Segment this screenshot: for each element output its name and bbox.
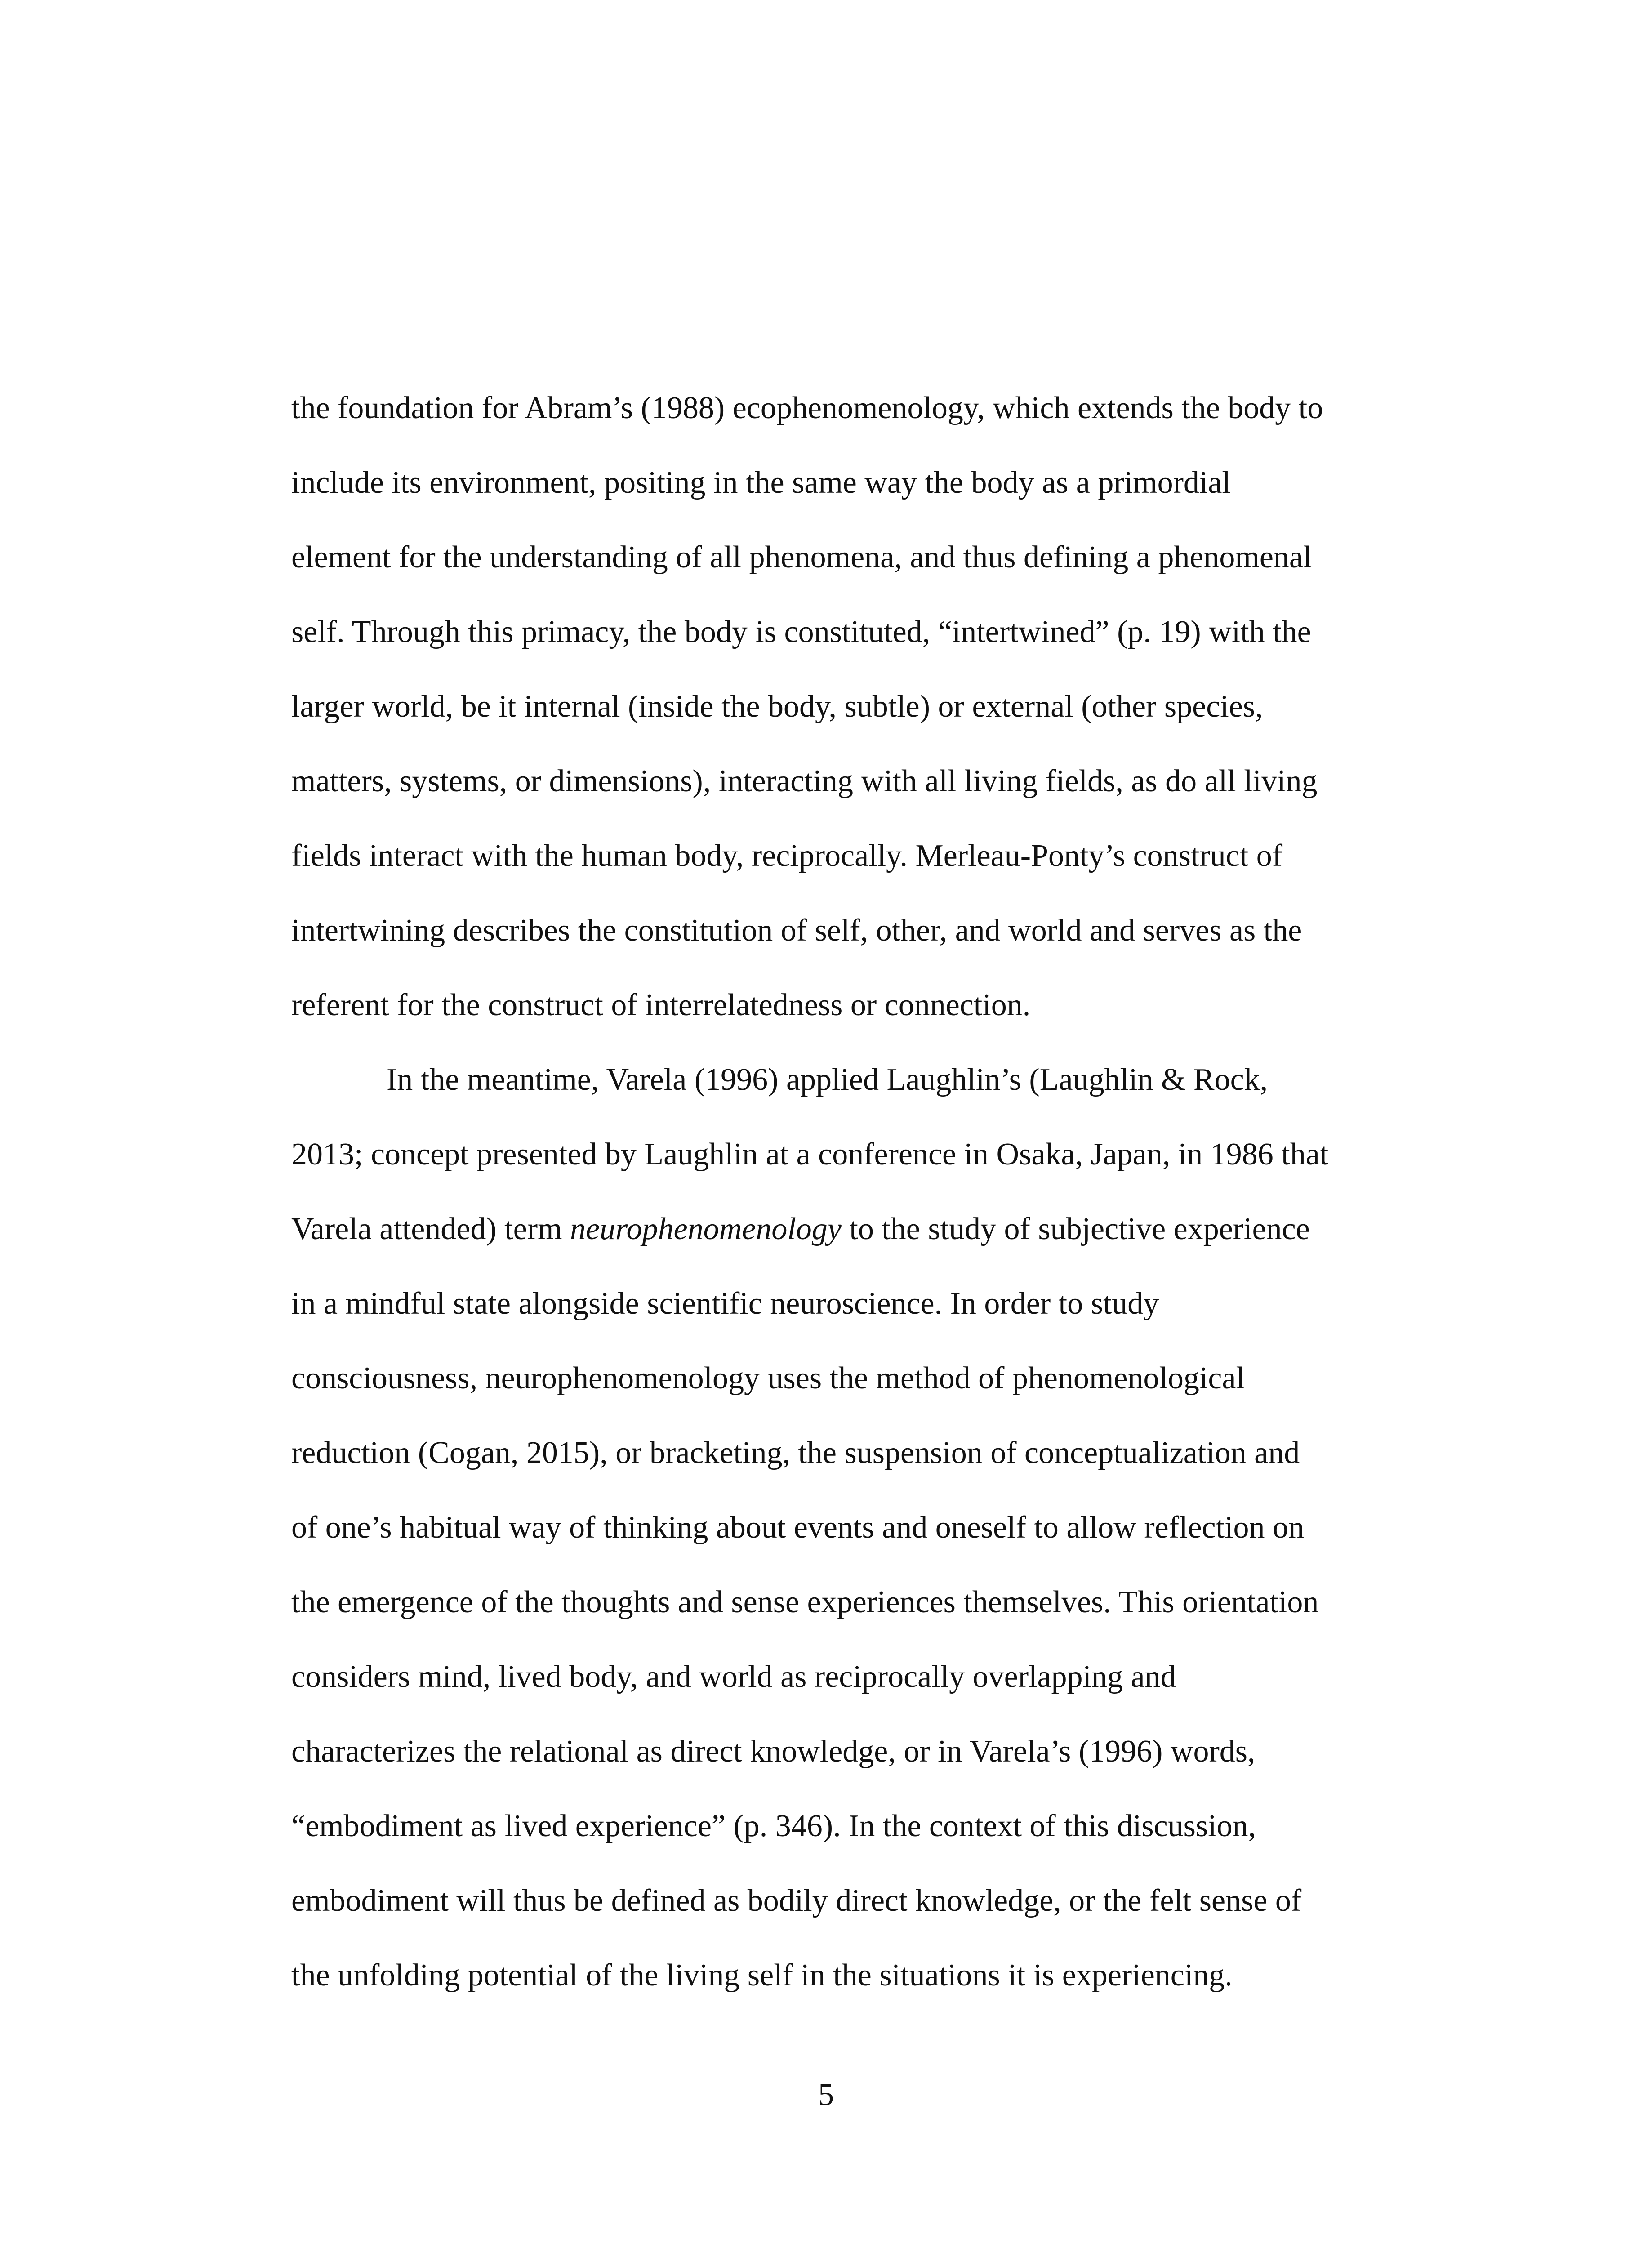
paragraph-2-line: of one’s habitual way of thinking about events and oneself to allow reflection on xyxy=(291,1510,1305,1545)
paragraph-2-line: in a mindful state alongside scientific neuroscience. In order to study xyxy=(291,1286,1159,1321)
paragraph-1-line: referent for the construct of interrelatedness or connection. xyxy=(291,988,1031,1022)
paragraph-2-line: the unfolding potential of the living self in the situations it is experiencing. xyxy=(291,1958,1233,1993)
paragraph-1-line: matters, systems, or dimensions), interacting with all living fields, as do all living xyxy=(291,764,1318,798)
paragraph-1-line: the foundation for Abram’s (1988) ecophenomenology, which extends the body to xyxy=(291,391,1323,425)
paragraph-2-line xyxy=(291,1192,1357,1267)
paragraph-2 xyxy=(291,1043,1357,2013)
paragraph-2-line: embodiment will thus be defined as bodily direct knowledge, or the felt sense of xyxy=(291,1883,1302,1918)
paragraph-2-line: characterizes the relational as direct knowledge, or in Varela’s (1996) words, xyxy=(291,1734,1256,1769)
text-run: to the study of subjective experience xyxy=(841,1212,1310,1246)
paragraph-1-line: fields interact with the human body, reciprocally. Merleau-Ponty’s construct of xyxy=(291,839,1282,873)
paragraph-1-line: include its environment, positing in the same way the body as a primordial xyxy=(291,465,1231,500)
paragraph-1-line: element for the understanding of all phenomena, and thus defining a phenomenal xyxy=(291,540,1312,575)
paragraph-2-line: the emergence of the thoughts and sense experiences themselves. This orientation xyxy=(291,1585,1319,1619)
body-text xyxy=(291,371,1357,2013)
italic-term: neurophenomenology xyxy=(570,1212,842,1246)
paragraph-2-line: considers mind, lived body, and world as reciprocally overlapping and xyxy=(291,1659,1176,1694)
text-run: Varela attended) term xyxy=(291,1212,570,1246)
page-number: 5 xyxy=(818,2078,834,2112)
paragraph-1-line: larger world, be it internal (inside the body, subtle) or external (other species, xyxy=(291,689,1263,724)
paragraph-1 xyxy=(291,371,1357,1043)
paragraph-2-line: 2013; concept presented by Laughlin at a conference in Osaka, Japan, in 1986 that xyxy=(291,1137,1329,1172)
paragraph-1-line: intertwining describes the constitution of self, other, and world and serves as the xyxy=(291,913,1302,948)
paragraph-2-line: reduction (Cogan, 2015), or bracketing, the suspension of conceptualization and xyxy=(291,1436,1300,1470)
paragraph-2-line: “embodiment as lived experience” (p. 346). In the context of this discussion, xyxy=(291,1809,1256,1843)
paragraph-2-first-line: In the meantime, Varela (1996) applied Laughlin’s (Laughlin & Rock, xyxy=(387,1062,1268,1097)
paragraph-1-line: self. Through this primacy, the body is constituted, “intertwined” (p. 19) with the xyxy=(291,615,1311,649)
paragraph-2-line: consciousness, neurophenomenology uses the method of phenomenological xyxy=(291,1361,1245,1396)
